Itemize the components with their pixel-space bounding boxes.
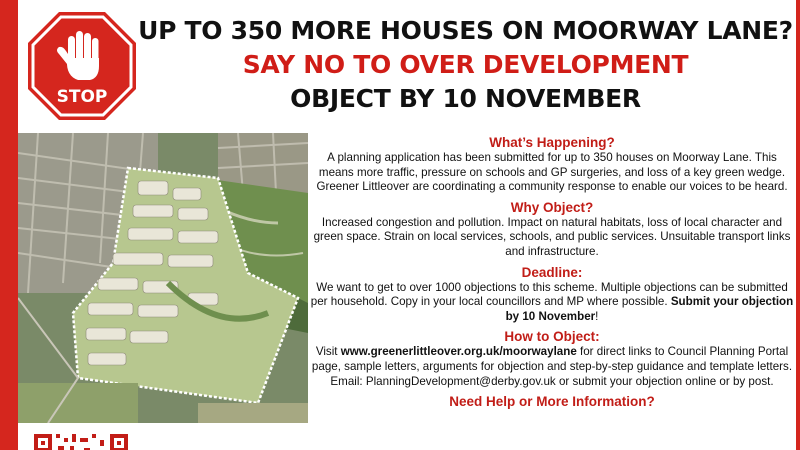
headline-block — [138, 18, 793, 111]
deadline-text: We want to get to over 1000 objections to this scheme. Multiple objections can be submitted per household. Copy in your local councillors and MP where possible. Submit your objection by 10 November! — [310, 280, 794, 323]
headline-houses: UP TO 350 MORE HOUSES ON MOORWAY LANE? — [138, 16, 793, 45]
headline-deadline: OBJECT BY 10 NOVEMBER — [290, 84, 641, 113]
deadline-callout: Submit your objection by 10 November — [505, 295, 794, 323]
qr-code-icon — [32, 432, 130, 450]
why-object-heading: Why Object? — [510, 199, 594, 215]
website-link[interactable]: www.greenerlittleover.org.uk/moorwaylane — [340, 345, 577, 359]
whats-happening-heading: What’s Happening? — [489, 135, 615, 150]
how-to-object-heading: How to Object: — [504, 329, 600, 345]
aerial-map-image — [18, 133, 308, 423]
more-info-heading: Need Help or More Information? — [449, 394, 655, 410]
how-to-object-text: Visit www.greenerlittleover.org.uk/moorwaylane for direct links to Council Planning Portal page, sample letters, arguments for objection and step-by-step guidance and template letters. Email: PlanningDevelopment@derby.gov.uk or submit your objection online or by post. — [311, 345, 793, 388]
deadline-heading: Deadline: — [521, 264, 583, 280]
whats-happening-text: A planning application has been submitted for up to 350 houses on Moorway Lane. This means more traffic, pressure on schools and GP surgeries, and loss of a key green wedge. Greener Littleover are coordinating a community response to enable our voices to be heard. — [316, 151, 788, 194]
headline-say-no: SAY NO TO OVER DEVELOPMENT — [242, 50, 689, 79]
why-object-text: Increased congestion and pollution. Impact on natural habitats, loss of local character and green space. Strain on local services, schools, and public services. Unsuitable transport links and infrastructure. — [313, 215, 791, 258]
email-link[interactable]: PlanningDevelopment@derby.gov.uk — [365, 374, 556, 388]
stop-sign-icon — [26, 10, 138, 122]
stop-sign-label: STOP — [56, 87, 108, 107]
poster — [18, 0, 796, 450]
info-column — [310, 134, 794, 410]
